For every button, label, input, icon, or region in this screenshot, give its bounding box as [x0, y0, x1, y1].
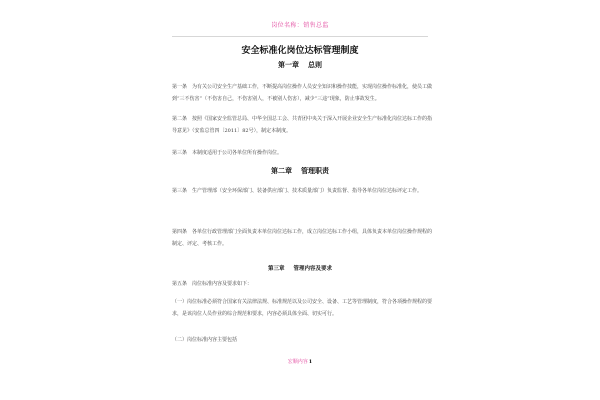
paragraph-article-4: 第四条 各单位行政管理部门全面负责本单位岗位达标工作，成立岗位达标工作小组，具体负责本单位岗位操作规程的制定、评定、考核工作。 [172, 229, 433, 247]
chapter-heading-2 [0, 166, 600, 176]
paragraph-item-1: （一）岗位标准必须符合国家有关法律法规、标准规范以及公司安全、设备、工艺等管理制度，符合各项操作规程的要求，是该岗位人员作业的综合规范和要求，内容必须具体全面、切实可行。 [172, 299, 433, 317]
paragraph-article-2a: 第二条 按照《国家安全监管总局、中华全国总工会、共青团中央关于深入开展企业安全生产标准化岗位达标工作的指导意见》（安监总管四〔2011〕82号），制定本制度。 [172, 116, 433, 134]
chapter-name: 管理内容及要求 [293, 266, 333, 272]
chapter-name: 管理职责 [301, 167, 329, 175]
chapter-number: 第二章 [271, 167, 292, 175]
chapter-heading-1 [0, 60, 600, 70]
page-number: 1 [308, 359, 313, 365]
chapter-heading-3 [0, 264, 600, 272]
paragraph-article-1: 第一条 为有关公司安全生产基础工作，不断提高岗位操作人员安全知识和操作技能，实现岗位操作标准化，使员工做到“三不伤害”（不伤害自己，不伤害别人，不被别人伤害），减少“三违”现象，防止事故发生。 [172, 84, 433, 102]
paragraph-article-5: 第五条 岗位标准内容及要求如下： [172, 281, 253, 287]
paragraph-article-3: 第三条 生产管理部（安全环保部门、装备供应部门、技术质量部门）负责监督、指导各单位岗位达标评定工作。 [172, 188, 423, 194]
page-footer [0, 358, 600, 365]
page-header: 岗位名称：销售总监 [271, 22, 329, 29]
chapter-number: 第一章 [278, 61, 299, 69]
document-title: 安全标准化岗位达标管理制度 [241, 46, 359, 56]
footer-label: 宏顺内容 [287, 359, 308, 365]
chapter-name: 总则 [308, 61, 322, 69]
chapter-number: 第三章 [267, 266, 285, 272]
paragraph-article-2b: 第三条 本制度适用于公司各单位所有操作岗位。 [172, 150, 283, 156]
header-divider [172, 36, 428, 37]
paragraph-item-2: （二）岗位标准内容主要包括 [172, 337, 238, 343]
